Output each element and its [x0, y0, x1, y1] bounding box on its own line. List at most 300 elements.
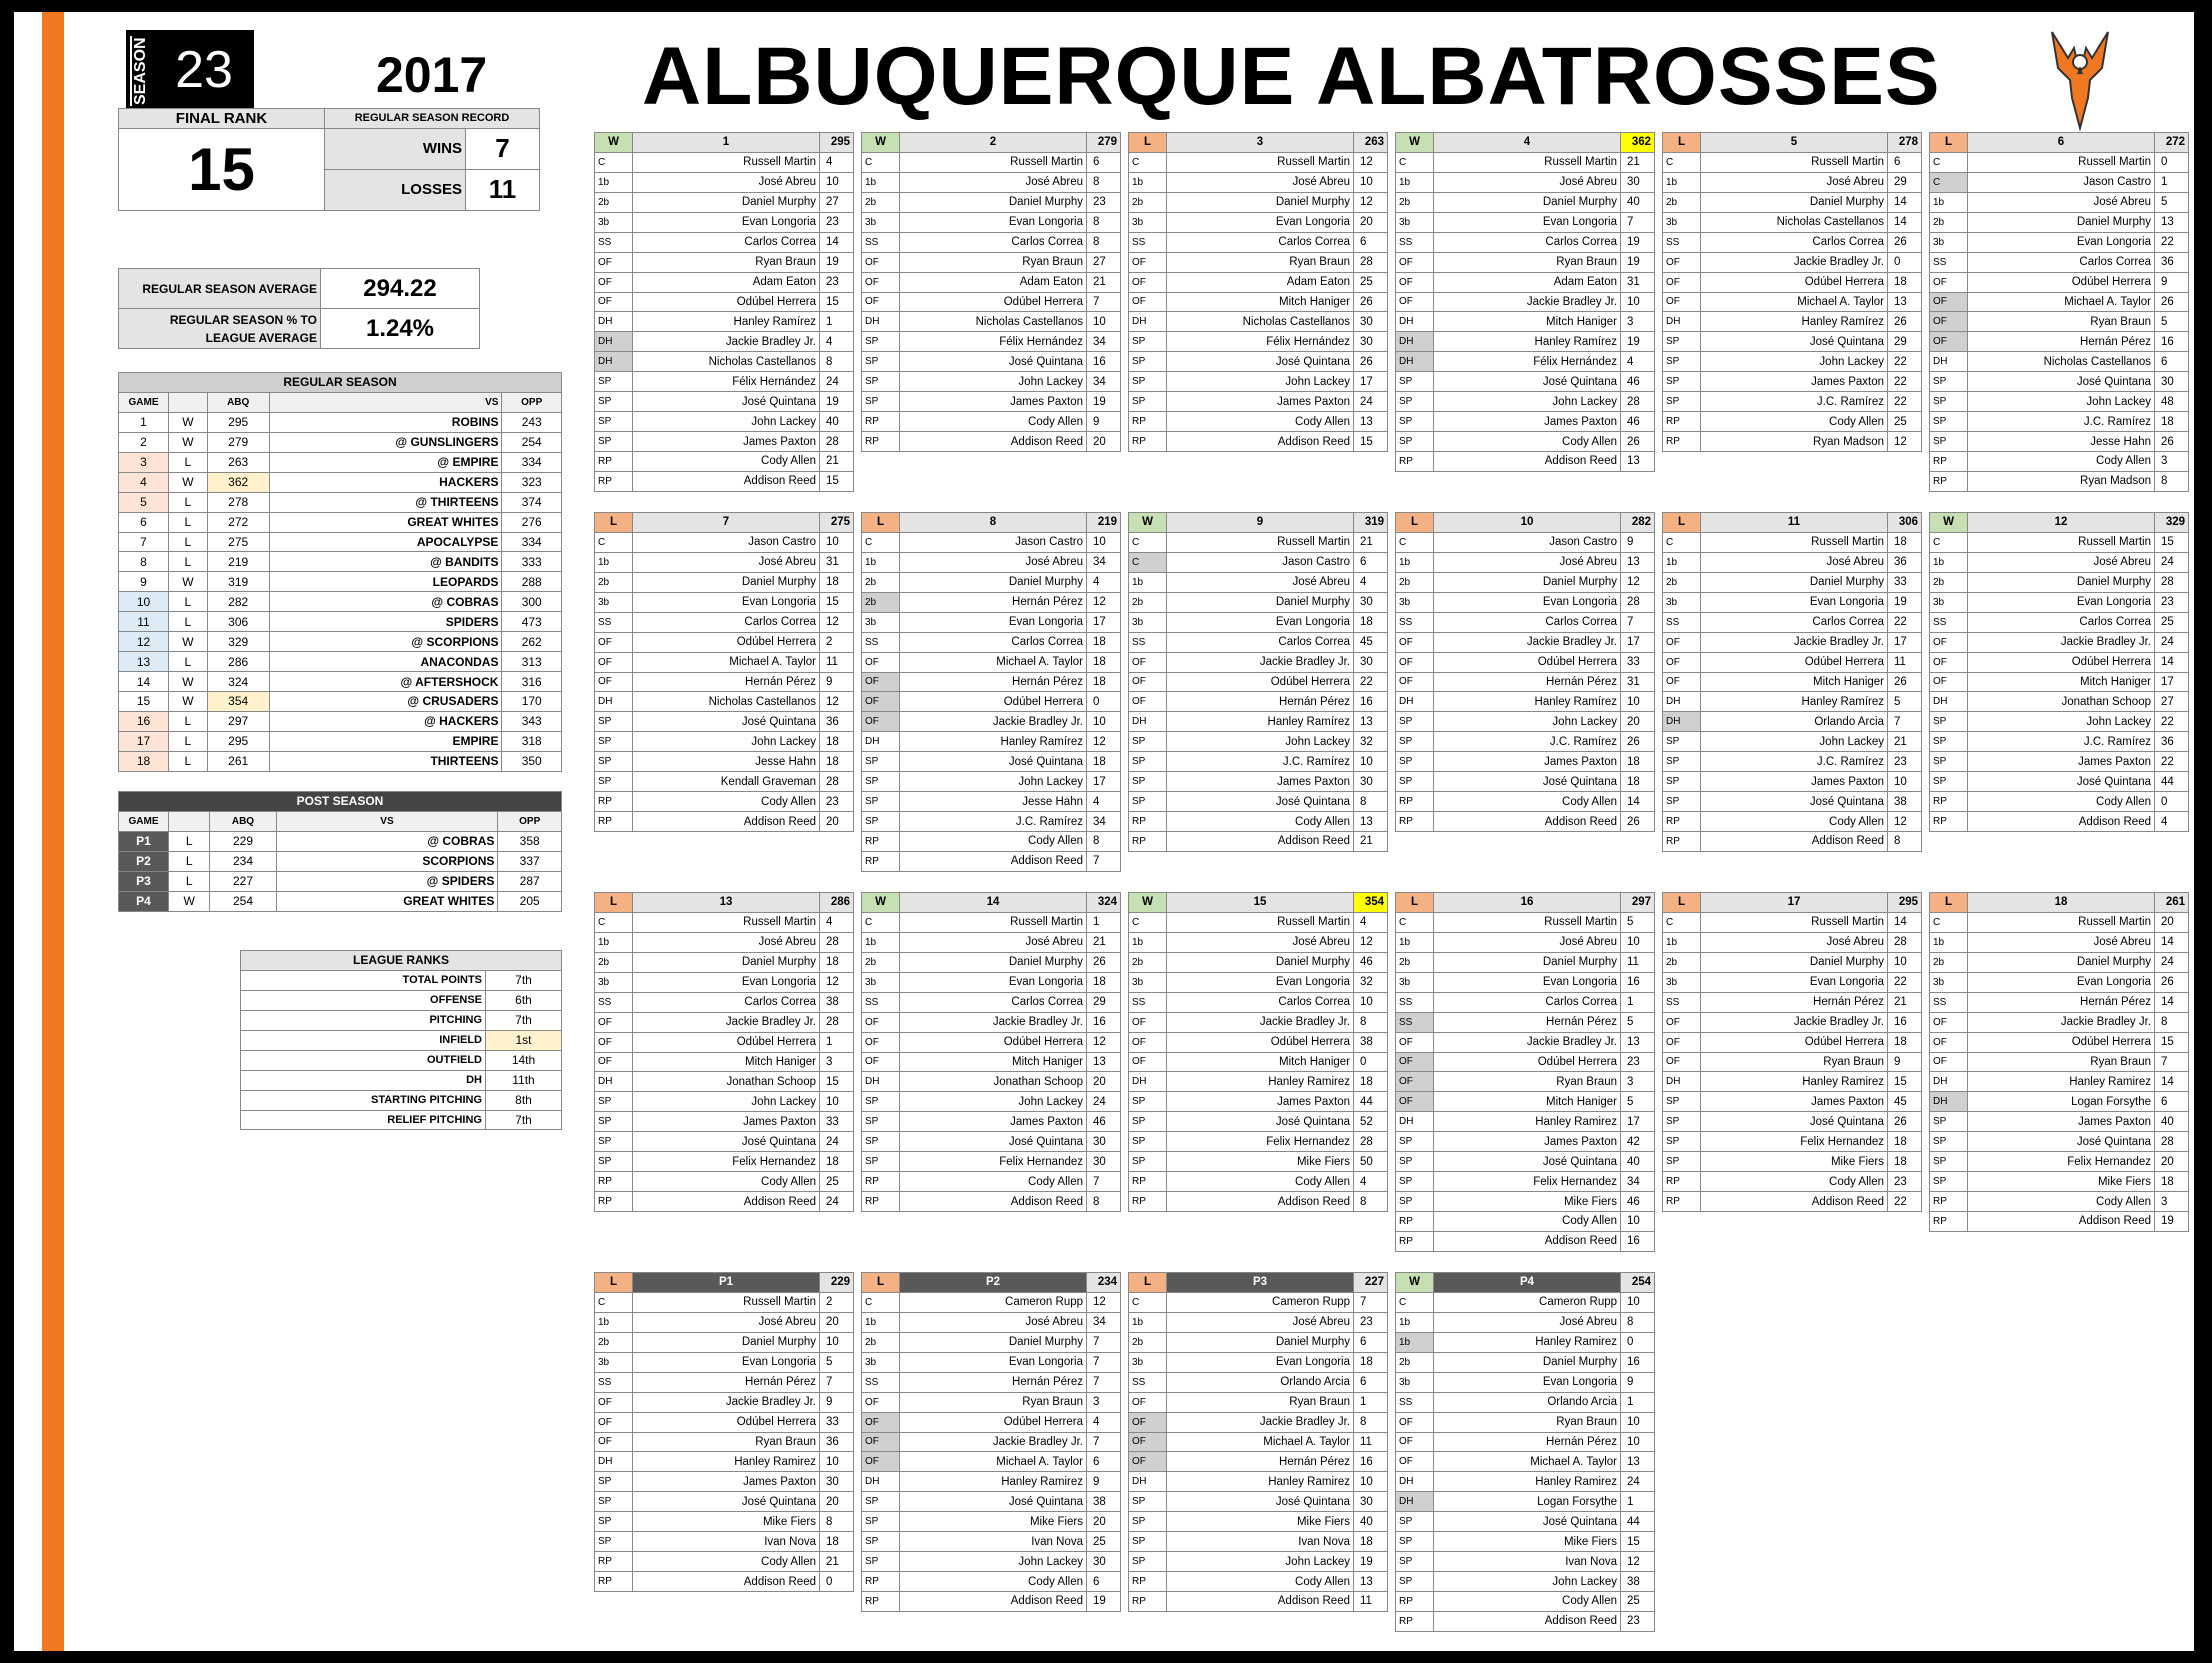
player-position: C	[862, 1292, 900, 1312]
player-name: José Quintana	[633, 712, 820, 732]
player-name: Nicholas Castellanos	[1167, 312, 1354, 332]
player-score: 10	[1354, 752, 1388, 772]
player-row	[1930, 292, 2189, 312]
player-name: Russell Martin	[1434, 912, 1621, 932]
player-score: 26	[1888, 1112, 1922, 1132]
player-position: 2b	[1129, 592, 1167, 612]
player-row	[862, 1432, 1121, 1452]
player-position: DH	[1930, 692, 1968, 712]
player-position: OF	[1129, 1032, 1167, 1052]
player-position: RP	[862, 412, 900, 432]
game-table-12	[1929, 512, 2189, 832]
player-row	[862, 932, 1121, 952]
player-name: Evan Longoria	[1434, 212, 1621, 232]
game-table-P3	[1128, 1272, 1388, 1612]
player-score: 5	[1888, 692, 1922, 712]
game-total: 278	[1888, 133, 1922, 153]
player-row	[595, 1372, 854, 1392]
player-row	[1396, 1512, 1655, 1532]
player-position: SP	[1396, 372, 1434, 392]
player-score: 19	[1621, 252, 1655, 272]
player-name: Mike Fiers	[633, 1512, 820, 1532]
player-score: 6	[1087, 152, 1121, 172]
player-row	[1396, 612, 1655, 632]
player-row	[1129, 552, 1388, 572]
player-position: DH	[1129, 1472, 1167, 1492]
player-position: SS	[1663, 232, 1701, 252]
player-score: 8	[820, 352, 854, 372]
player-score: 21	[820, 452, 854, 472]
player-row	[1930, 572, 2189, 592]
player-row	[1663, 652, 1922, 672]
player-score: 25	[1087, 1532, 1121, 1552]
player-row	[1396, 792, 1655, 812]
game-result: W	[1129, 893, 1167, 913]
player-score: 30	[2155, 372, 2189, 392]
player-name: José Quintana	[900, 1492, 1087, 1512]
player-position: SP	[1129, 1152, 1167, 1172]
regular-season-cell: 278	[207, 492, 269, 512]
player-position: SS	[1129, 232, 1167, 252]
player-score: 17	[1888, 632, 1922, 652]
player-row	[1396, 1412, 1655, 1432]
player-name: Cody Allen	[900, 1572, 1087, 1592]
player-name: José Quintana	[1434, 1152, 1621, 1172]
player-name: Hernán Pérez	[1167, 1452, 1354, 1472]
player-position: 2b	[862, 1332, 900, 1352]
player-position: OF	[1930, 632, 1968, 652]
player-name: Félix Hernández	[1434, 352, 1621, 372]
player-row	[862, 392, 1121, 412]
player-position: SS	[595, 612, 633, 632]
player-name: Ryan Braun	[633, 1432, 820, 1452]
player-name: James Paxton	[1167, 772, 1354, 792]
game-total: 286	[820, 893, 854, 913]
player-row	[1129, 172, 1388, 192]
player-score: 26	[1621, 732, 1655, 752]
player-score: 26	[1621, 812, 1655, 832]
player-name: James Paxton	[1434, 412, 1621, 432]
regular-season-cell: @ THIRTEENS	[269, 492, 502, 512]
player-name: Hanley Ramírez	[1701, 312, 1888, 332]
player-position: SP	[595, 1132, 633, 1152]
player-position: SP	[862, 1132, 900, 1152]
player-score: 13	[1354, 1572, 1388, 1592]
player-row	[1129, 952, 1388, 972]
player-score: 20	[2155, 1152, 2189, 1172]
game-header-row	[1396, 133, 1655, 153]
post-season-cell: 205	[498, 891, 562, 911]
player-score: 5	[1621, 1092, 1655, 1112]
player-row	[862, 1192, 1121, 1212]
player-row	[595, 672, 854, 692]
player-score: 3	[1621, 1072, 1655, 1092]
player-score: 1	[2155, 172, 2189, 192]
player-row	[1396, 532, 1655, 552]
player-score: 15	[2155, 1032, 2189, 1052]
league-rank-row	[241, 990, 562, 1010]
player-name: Ivan Nova	[900, 1532, 1087, 1552]
player-position: 3b	[1396, 1372, 1434, 1392]
player-row	[1129, 1012, 1388, 1032]
player-position: SS	[1396, 1392, 1434, 1412]
player-position: 1b	[1396, 1312, 1434, 1332]
player-position: RP	[595, 1172, 633, 1192]
player-score: 28	[820, 772, 854, 792]
player-position: SP	[1129, 332, 1167, 352]
regular-season-cell: 276	[502, 512, 562, 532]
player-row	[1930, 312, 2189, 332]
player-row	[1129, 732, 1388, 752]
regular-season-cell: 286	[207, 652, 269, 672]
player-score: 32	[1354, 732, 1388, 752]
player-position: OF	[1663, 252, 1701, 272]
game-table-7	[594, 512, 854, 832]
player-name: Carlos Correa	[1968, 612, 2155, 632]
player-name: Daniel Murphy	[1167, 592, 1354, 612]
player-row	[595, 732, 854, 752]
player-name: Russell Martin	[1167, 152, 1354, 172]
player-name: José Abreu	[900, 932, 1087, 952]
post-season-cell: L	[169, 871, 210, 891]
game-table-8	[861, 512, 1121, 872]
game-header-row	[1129, 893, 1388, 913]
player-name: Daniel Murphy	[900, 1332, 1087, 1352]
player-name: James Paxton	[1701, 772, 1888, 792]
player-position: 1b	[595, 1312, 633, 1332]
player-position: 1b	[1396, 172, 1434, 192]
game-total: 329	[2155, 513, 2189, 533]
player-score: 15	[820, 1072, 854, 1092]
player-score: 7	[1087, 292, 1121, 312]
player-position: OF	[862, 1392, 900, 1412]
league-rank-row	[241, 970, 562, 990]
player-row	[1396, 1592, 1655, 1612]
player-score: 17	[1621, 632, 1655, 652]
player-position: C	[1663, 532, 1701, 552]
regular-season-cell: 11	[119, 612, 169, 632]
player-row	[1663, 992, 1922, 1012]
player-row	[1396, 392, 1655, 412]
player-row	[1930, 252, 2189, 272]
post-season-row	[119, 851, 562, 871]
player-row	[862, 912, 1121, 932]
league-rank-label: TOTAL POINTS	[241, 970, 486, 990]
player-score: 17	[1087, 612, 1121, 632]
player-score: 11	[1354, 1592, 1388, 1612]
player-position: OF	[595, 1052, 633, 1072]
player-name: Odúbel Herrera	[1167, 1032, 1354, 1052]
player-name: Kendall Graveman	[633, 772, 820, 792]
player-position: RP	[595, 471, 633, 491]
game-number: 17	[1701, 893, 1888, 913]
player-row	[595, 1472, 854, 1492]
post-season-cell: 227	[210, 871, 276, 891]
player-position: C	[595, 152, 633, 172]
player-name: Hanley Ramirez	[900, 1472, 1087, 1492]
player-row	[1663, 1172, 1922, 1192]
player-row	[1396, 312, 1655, 332]
player-row	[1129, 1052, 1388, 1072]
player-position: SP	[1129, 1132, 1167, 1152]
player-score: 5	[1621, 1012, 1655, 1032]
league-ranks-title: LEAGUE RANKS	[241, 951, 562, 971]
regular-season-cell: 334	[502, 452, 562, 472]
player-position: SP	[1930, 432, 1968, 452]
regular-season-cell: 261	[207, 751, 269, 771]
player-name: Ryan Braun	[1968, 1052, 2155, 1072]
player-row	[1930, 1112, 2189, 1132]
player-name: Daniel Murphy	[1434, 952, 1621, 972]
player-name: Russell Martin	[1434, 152, 1621, 172]
player-row	[1663, 972, 1922, 992]
player-name: John Lackey	[1968, 712, 2155, 732]
player-row	[595, 1432, 854, 1452]
league-rank-label: STARTING PITCHING	[241, 1090, 486, 1110]
player-position: OF	[595, 1412, 633, 1432]
player-score: 4	[1087, 572, 1121, 592]
player-position: 1b	[862, 172, 900, 192]
player-score: 24	[2155, 632, 2189, 652]
game-number: P1	[633, 1273, 820, 1293]
player-name: Orlando Arcia	[1701, 712, 1888, 732]
player-row	[595, 252, 854, 272]
post-season-cell: 234	[210, 851, 276, 871]
player-row	[862, 832, 1121, 852]
player-row	[1930, 192, 2189, 212]
player-name: John Lackey	[900, 772, 1087, 792]
player-name: Cody Allen	[1701, 412, 1888, 432]
season-number: 23	[175, 41, 233, 99]
player-score: 33	[1888, 572, 1922, 592]
player-row	[595, 1572, 854, 1592]
player-name: Jason Castro	[900, 532, 1087, 552]
player-name: José Quintana	[1167, 792, 1354, 812]
regular-season-cell: L	[169, 512, 208, 532]
regular-season-cell: 2	[119, 432, 169, 452]
player-position: SS	[862, 1372, 900, 1392]
player-position: RP	[862, 432, 900, 452]
player-row	[1663, 792, 1922, 812]
player-score: 22	[2155, 752, 2189, 772]
player-score: 38	[1621, 1572, 1655, 1592]
player-row	[862, 652, 1121, 672]
player-name: Daniel Murphy	[1701, 952, 1888, 972]
player-position: C	[1129, 552, 1167, 572]
player-name: Evan Longoria	[1167, 1352, 1354, 1372]
player-score: 12	[1354, 152, 1388, 172]
player-name: Russell Martin	[1701, 532, 1888, 552]
player-position: SS	[1663, 612, 1701, 632]
player-row	[595, 292, 854, 312]
player-position: OF	[1396, 1412, 1434, 1432]
player-row	[1129, 572, 1388, 592]
player-score: 10	[820, 172, 854, 192]
game-table-2	[861, 132, 1121, 452]
player-position: 3b	[595, 212, 633, 232]
player-position: SP	[1129, 1112, 1167, 1132]
player-score: 21	[1354, 532, 1388, 552]
player-row	[1663, 332, 1922, 352]
player-position: OF	[595, 632, 633, 652]
player-position: OF	[1396, 632, 1434, 652]
player-score: 21	[1087, 272, 1121, 292]
player-row	[862, 332, 1121, 352]
regular-season-cell: LEOPARDS	[269, 572, 502, 592]
player-score: 13	[1621, 1032, 1655, 1052]
player-score: 27	[820, 192, 854, 212]
player-name: Ryan Braun	[1167, 1392, 1354, 1412]
game-table-16	[1395, 892, 1655, 1252]
player-row	[595, 1032, 854, 1052]
player-row	[1396, 1231, 1655, 1251]
player-row	[1930, 792, 2189, 812]
player-score: 18	[1087, 972, 1121, 992]
player-row	[1930, 1132, 2189, 1152]
player-name: Hanley Ramirez	[1434, 1332, 1621, 1352]
player-name: Daniel Murphy	[900, 572, 1087, 592]
regular-season-cell: 14	[119, 672, 169, 692]
player-row	[1930, 992, 2189, 1012]
game-number: 5	[1701, 133, 1888, 153]
player-score: 12	[1621, 1552, 1655, 1572]
year: 2017	[376, 47, 488, 103]
player-score: 40	[1621, 1152, 1655, 1172]
player-name: Nicholas Castellanos	[1701, 212, 1888, 232]
player-row	[1129, 1572, 1388, 1592]
player-name: Odúbel Herrera	[1968, 1032, 2155, 1052]
player-score: 12	[1354, 932, 1388, 952]
player-row	[1129, 1172, 1388, 1192]
player-score: 15	[2155, 532, 2189, 552]
player-position: SP	[1663, 752, 1701, 772]
player-name: James Paxton	[1968, 1112, 2155, 1132]
player-row	[1396, 812, 1655, 832]
player-row	[595, 412, 854, 432]
player-name: José Quintana	[1968, 1132, 2155, 1152]
player-name: Michael A. Taylor	[633, 652, 820, 672]
player-score: 12	[1087, 592, 1121, 612]
player-score: 26	[2155, 432, 2189, 452]
player-row	[595, 1172, 854, 1192]
player-name: Hanley Ramirez	[1434, 1472, 1621, 1492]
player-name: Jason Castro	[1167, 552, 1354, 572]
player-name: José Abreu	[1968, 932, 2155, 952]
player-name: Jackie Bradley Jr.	[633, 1392, 820, 1412]
regular-season-cell: @ BANDITS	[269, 552, 502, 572]
game-total: 227	[1354, 1273, 1388, 1293]
regular-season-row	[119, 412, 562, 432]
player-position: SP	[1129, 772, 1167, 792]
player-score: 36	[1888, 552, 1922, 572]
player-position: SP	[1129, 792, 1167, 812]
player-position: SS	[862, 992, 900, 1012]
player-row	[862, 372, 1121, 392]
post-season-cell: L	[169, 851, 210, 871]
player-score: 14	[1888, 192, 1922, 212]
player-row	[1396, 1112, 1655, 1132]
player-position: SP	[1663, 1152, 1701, 1172]
post-season-row	[119, 831, 562, 851]
player-row	[1129, 252, 1388, 272]
player-position: RP	[1129, 432, 1167, 452]
player-position: RP	[595, 1192, 633, 1212]
player-score: 8	[1888, 832, 1922, 852]
player-score: 6	[1354, 552, 1388, 572]
player-score: 30	[820, 1472, 854, 1492]
game-number: 10	[1434, 513, 1621, 533]
player-position: OF	[1930, 292, 1968, 312]
player-position: OF	[1396, 252, 1434, 272]
league-rank-row	[241, 1070, 562, 1090]
regular-season-cell: 254	[502, 432, 562, 452]
player-position: RP	[1129, 832, 1167, 852]
player-name: Cameron Rupp	[900, 1292, 1087, 1312]
player-score: 0	[2155, 792, 2189, 812]
game-number: 2	[900, 133, 1087, 153]
player-name: Addison Reed	[1701, 832, 1888, 852]
player-name: Jackie Bradley Jr.	[1701, 1012, 1888, 1032]
player-position: SP	[862, 392, 900, 412]
player-name: Cody Allen	[1968, 452, 2155, 472]
player-row	[1663, 292, 1922, 312]
regular-season-cell: 374	[502, 492, 562, 512]
player-row	[1129, 332, 1388, 352]
regular-season-cell: @ SCORPIONS	[269, 632, 502, 652]
player-name: José Quintana	[1167, 1112, 1354, 1132]
player-row	[862, 1112, 1121, 1132]
player-row	[1396, 1392, 1655, 1412]
player-position: SP	[1930, 1112, 1968, 1132]
regular-season-cell: @ CRUSADERS	[269, 692, 502, 712]
player-row	[1129, 912, 1388, 932]
player-row	[1129, 1452, 1388, 1472]
player-row	[1930, 1152, 2189, 1172]
game-header-row	[1129, 1273, 1388, 1293]
player-name: Hernán Pérez	[1434, 1432, 1621, 1452]
game-header-row	[1129, 133, 1388, 153]
player-score: 33	[820, 1412, 854, 1432]
player-row	[1129, 972, 1388, 992]
player-row	[595, 972, 854, 992]
player-row	[595, 1452, 854, 1472]
player-name: Ryan Braun	[1167, 252, 1354, 272]
game-number: 14	[900, 893, 1087, 913]
player-row	[1930, 1052, 2189, 1072]
player-row	[1396, 1352, 1655, 1372]
player-position: OF	[862, 252, 900, 272]
regular-season-cell: 334	[502, 532, 562, 552]
player-score: 45	[1888, 1092, 1922, 1112]
player-name: Orlando Arcia	[1167, 1372, 1354, 1392]
player-position: SP	[862, 1552, 900, 1572]
player-position: SP	[1663, 392, 1701, 412]
player-name: Russell Martin	[1701, 912, 1888, 932]
post-season-header-cell: GAME	[119, 811, 169, 831]
player-position: OF	[1930, 1032, 1968, 1052]
regular-season-cell: 288	[502, 572, 562, 592]
player-row	[1396, 1372, 1655, 1392]
regular-season-row	[119, 472, 562, 492]
player-position: SS	[1930, 992, 1968, 1012]
game-header-row	[1930, 513, 2189, 533]
player-name: Daniel Murphy	[633, 192, 820, 212]
player-position: 1b	[595, 172, 633, 192]
player-row	[595, 1192, 854, 1212]
player-row	[1129, 192, 1388, 212]
player-row	[1930, 972, 2189, 992]
player-name: José Quintana	[900, 752, 1087, 772]
